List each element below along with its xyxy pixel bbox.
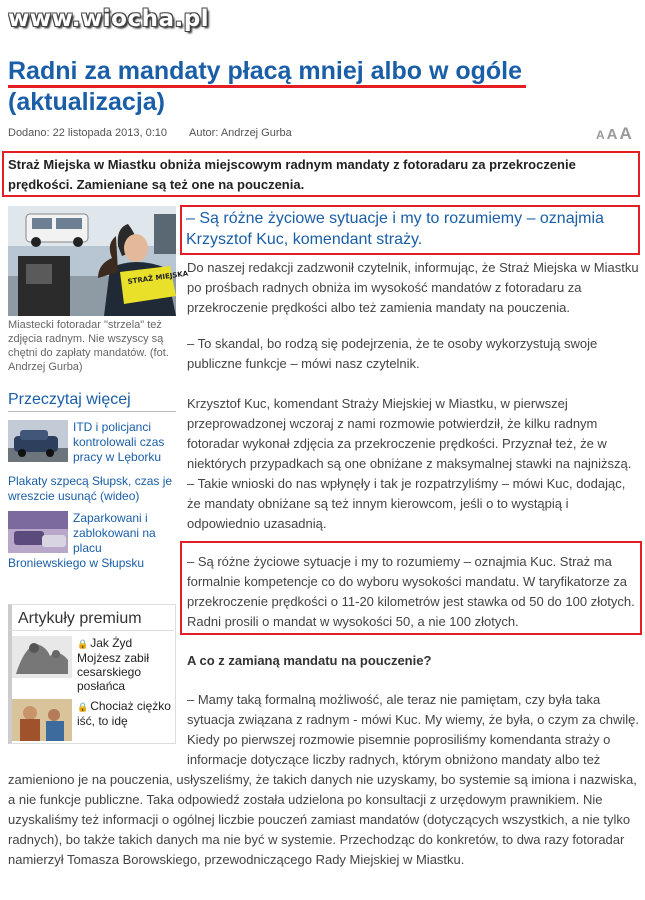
photo-caption: Miastecki fotoradar "strzela" też zdjęcia radnym. Nie wszyscy są chętni do zapłaty mandatów. (fot. Andrzej Gurba) (8, 319, 169, 373)
related-link-3b[interactable]: Broniewskiego w Słupsku (8, 556, 145, 570)
font-size-medium-button[interactable]: A (606, 126, 618, 143)
site-watermark: www.wiocha.pl (8, 6, 210, 32)
people-thumbnail-icon (12, 699, 72, 741)
engraving-thumbnail-icon (12, 636, 72, 678)
car-thumbnail-icon (8, 420, 68, 462)
font-size-large-button[interactable]: A (619, 124, 632, 143)
article-lead: Straż Miejska w Miastku obniża miejscowym radnym mandaty z fotoradaru za przekroczenie prędkości. Zamieniane są też one na pouczenia. (8, 157, 576, 192)
paragraph-1: Do naszej redakcji zadzwonił czytelnik, informując, że Straż Miejska w Miastku po prośbach radnych obniża im wysokość mandatów z fotoradaru za przekroczenie prędkości albo też zamienia mandaty na pouczenia. (187, 260, 639, 315)
premium-link-1[interactable] (77, 636, 175, 693)
subheading: A co z zamianą mandatu na pouczenie? (187, 653, 432, 668)
speed-camera-photo (8, 206, 189, 316)
publish-date: Dodano: 22 listopada 2013, 0:10 (8, 127, 168, 139)
parking-thumbnail-icon (8, 511, 68, 553)
premium-lock-icon: 🔒 (77, 702, 89, 712)
related-thumb-1[interactable] (8, 420, 68, 462)
related-link-2[interactable]: Plakaty szpecą Słupsk, czas je wreszcie usunąć (wideo) (8, 474, 173, 503)
pull-quote: – Są różne życiowe sytuacje i my to rozumiemy – oznajmia Krzysztof Kuc, komendant straży. (186, 210, 604, 248)
premium-lock-icon: 🔒 (77, 639, 89, 649)
paragraph-3: Krzysztof Kuc, komendant Straży Miejskiej w Miastku, w pierwszej przeprowadzonej wczoraj z nami rozmowie potwierdził, że kilku radnym fotoradar wykonał zdjęcia za przekroczenie prędkości. Przyznał też, że w niektórych przypadkach są one obniżane z maksymalnej stawki na najniższą. – Takie wnioski do nas wpłynęły i tak je rozpatrzyliśmy – mówi Kuc, dodając, że mandaty obniżane są też innym kierowcom, jeśli o to wystąpią i odpowiednio uzasadnią. (187, 396, 632, 531)
article-author: Autor: Andrzej Gurba (189, 127, 292, 139)
premium-thumb-1[interactable] (12, 636, 72, 678)
paragraph-5: – Mamy taką formalną możliwość, ale teraz nie pamiętam, czy była taka sytuacja związana z radnym - mówi Kuc. My wiemy, że była, o czym za chwilę. Kiedy po pierwszej rozmowie pisemnie poprosiliśmy komendanta straży o informacje dotyczące liczby radnych, którym obniżono mandaty albo też (187, 692, 640, 767)
article-photo[interactable] (8, 206, 189, 316)
related-heading: Przeczytaj więcej (8, 391, 131, 408)
font-size-controls (596, 124, 634, 144)
related-divider (8, 411, 176, 412)
premium-link-1-text: Jak Żyd Mojżesz zabił cesarskiego posłańca (77, 636, 150, 693)
article-meta (8, 127, 292, 139)
premium-thumb-2[interactable] (12, 699, 72, 741)
related-link-3a[interactable]: Zaparkowani i zablokowani na placu (73, 511, 156, 555)
premium-link-2[interactable] (77, 699, 175, 728)
photo-sign-text: STRAŻ MIEJSKA (127, 269, 189, 286)
premium-divider (10, 630, 174, 631)
font-size-small-button[interactable]: A (596, 128, 605, 142)
related-thumb-3[interactable] (8, 511, 68, 553)
premium-link-2-text: Chociaż ciężko iść, to idę (77, 699, 171, 728)
paragraph-6: zamieniono je na pouczenia, usłyszeliśmy, że takich danych nie uzyskamy, bo systemie są imiona i nazwiska, a nie funkcje publiczne. Taka odpowiedź została udzielona po konsultacji z urzędowym prawnikiem. Nie uzyskaliśmy też informacji o ogólnej liczbie pouczeń zamiast mandatów (dotyczących wszystkich, a nie tylko radnych), bo także takich danych ma nie być w systemie. Przechodząc do konkretów, to dwa razy fotoradar namierzył Tomasza Borowskiego, przewodniczącego Rady Miejskiej w Miastku. (8, 772, 637, 867)
paragraph-4: – Są różne życiowe sytuacje i my to rozumiemy – oznajmia Kuc. Straż ma formalnie kompetencje co do wyboru wysokości mandatu. W taryfikatorze za przekroczenie prędkości o 11-20 kilometrów jest stawka od 50 do 100 złotych. Radni prosili o mandat w wysokości 50, a nie 100 złotych. (187, 554, 635, 629)
article-title: Radni za mandaty płacą mniej albo w ogóle (aktualizacja) (8, 57, 523, 116)
related-link-1[interactable]: ITD i policjanci kontrolowali czas pracy w Lęborku (73, 420, 165, 464)
premium-heading: Artykuły premium (18, 610, 142, 627)
title-highlight-underline (8, 85, 526, 88)
paragraph-2: – To skandal, bo rodzą się podejrzenia, że te osoby wykorzystują swoje publiczne funkcje – mówi nasz czytelnik. (187, 336, 598, 371)
